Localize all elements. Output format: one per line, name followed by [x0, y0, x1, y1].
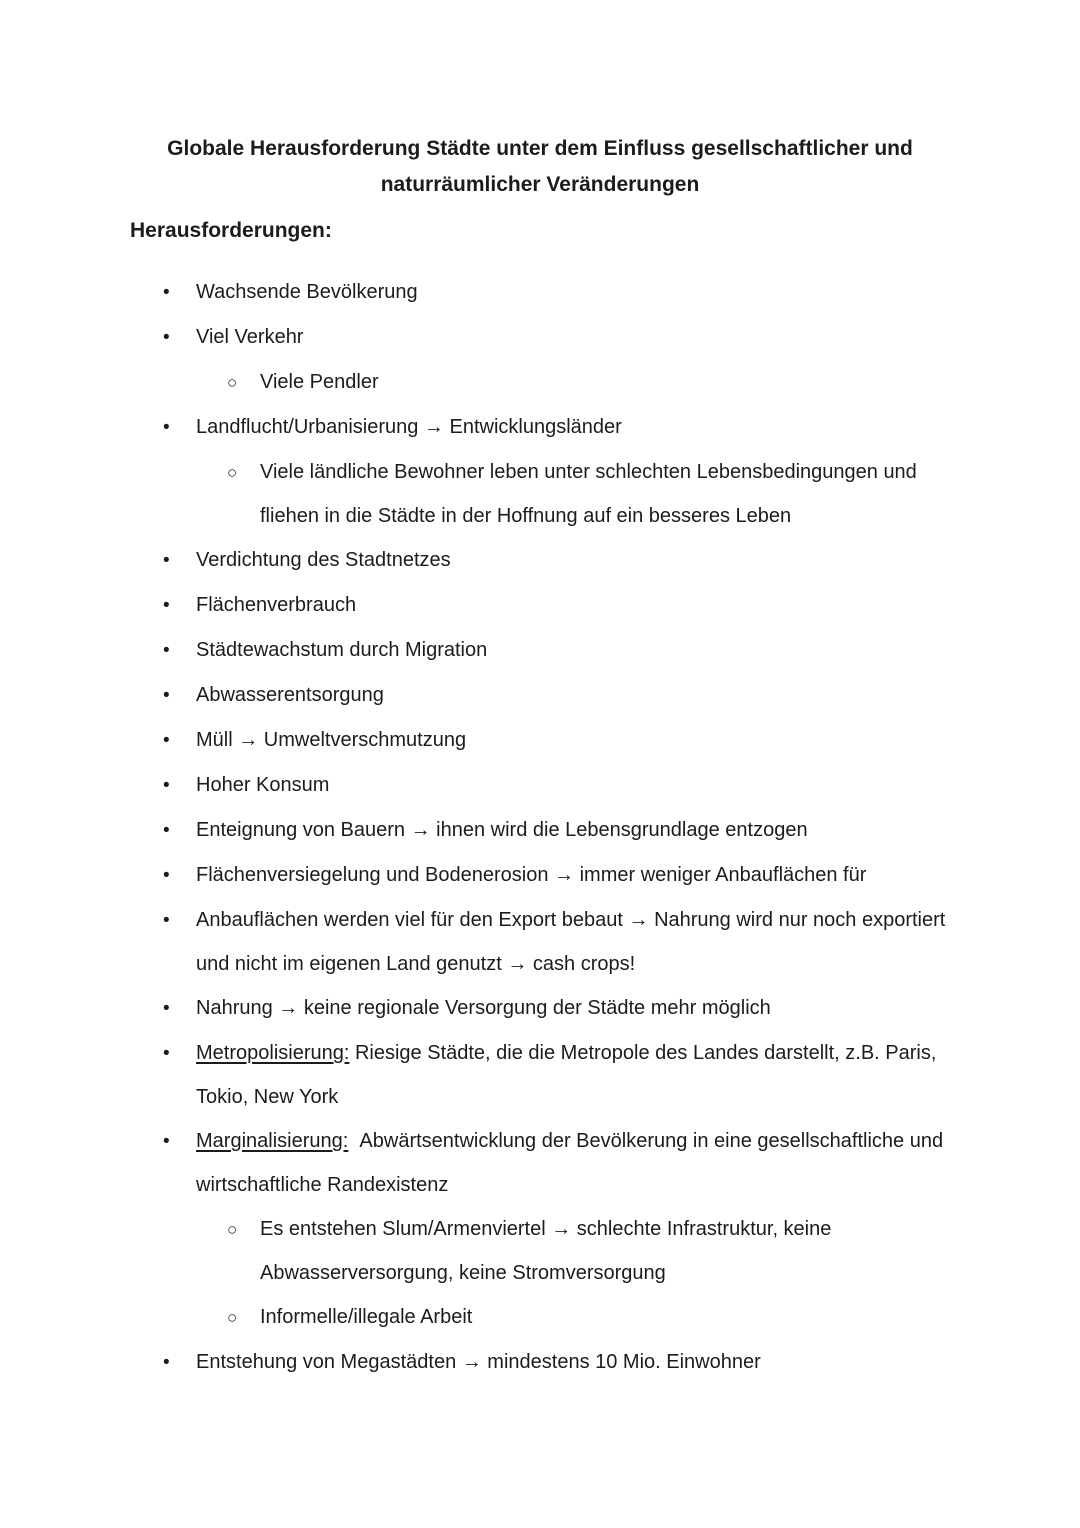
list-item-rest: Wachsende Bevölkerung [196, 281, 418, 303]
bullet-icon: • [163, 282, 170, 303]
bullet-icon: • [163, 820, 170, 841]
list-item [130, 1119, 950, 1207]
list-item-text [196, 673, 950, 717]
list-item-text [196, 853, 950, 897]
bullet-icon: • [163, 1131, 170, 1152]
document-title [130, 131, 950, 203]
list-item-text [196, 808, 950, 852]
list-item [130, 360, 950, 405]
list-item-rest: Flächenverbrauch [196, 594, 357, 616]
list-item [130, 315, 950, 360]
list-item [130, 986, 950, 1031]
list-item [130, 538, 950, 583]
bullet-icon: • [163, 595, 170, 616]
bullet-icon: • [163, 1352, 170, 1373]
list-item [130, 1340, 950, 1385]
circle-bullet-icon: ○ [227, 373, 238, 392]
list-item-rest: Entstehung von Megastädten → mindestens 10 Mio. Einwohner [196, 1351, 761, 1373]
document-title-line-2: naturräumlicher Veränderungen [380, 173, 700, 196]
list-item [130, 270, 950, 315]
list-item [130, 628, 950, 673]
list-item [130, 1031, 950, 1119]
list-item-text [196, 718, 950, 762]
list-item-rest: Viel Verkehr [196, 326, 304, 348]
bullet-icon: • [163, 998, 170, 1019]
bullet-icon: • [163, 865, 170, 886]
list-item-text [260, 360, 950, 404]
list-item-text [196, 583, 950, 627]
bullet-icon: • [163, 730, 170, 751]
list-item-rest: Viele Pendler [260, 371, 379, 393]
list-item-text [196, 405, 950, 449]
list-item-text [196, 986, 950, 1030]
list-item-rest: Informelle/illegale Arbeit [260, 1306, 473, 1328]
section-heading: Herausforderungen: [130, 219, 332, 242]
list-item-text [196, 1031, 950, 1119]
bullet-icon: • [163, 550, 170, 571]
list-item-text [260, 1207, 950, 1295]
list-item-text [196, 1340, 950, 1384]
list-item [130, 718, 950, 763]
list-item-rest: Flächenversiegelung und Bodenerosion → immer weniger Anbauflächen für [196, 864, 867, 886]
list-item [130, 583, 950, 628]
list-item-text [196, 898, 950, 986]
bullet-icon: • [163, 417, 170, 438]
list-item [130, 673, 950, 718]
list-item [130, 450, 950, 538]
circle-bullet-icon: ○ [227, 463, 238, 482]
list-item-text [196, 538, 950, 582]
list-item-rest: Hoher Konsum [196, 774, 330, 796]
list-item-rest: Abwärtsentwicklung der Bevölkerung in eine gesellschaftliche und wirtschaftliche Randexistenz [196, 1130, 944, 1196]
list-item [130, 405, 950, 450]
list-item-text [260, 1295, 950, 1339]
list-item-rest: Enteignung von Bauern → ihnen wird die Lebensgrundlage entzogen [196, 819, 808, 841]
list-item-rest: Anbauflächen werden viel für den Export bebaut → Nahrung wird nur noch exportiert und nicht im eigenen Land genutzt → cash crops! [196, 909, 946, 975]
list-item-text [196, 270, 950, 314]
list-item-rest: Städtewachstum durch Migration [196, 639, 488, 661]
list-item-text [260, 450, 950, 538]
document-title-line-1: Globale Herausforderung Städte unter dem Einfluss gesellschaftlicher und [167, 137, 913, 160]
bullet-icon: • [163, 1043, 170, 1064]
underlined-term: Metropolisierung: [196, 1042, 350, 1064]
list-item-rest: Nahrung → keine regionale Versorgung der Städte mehr möglich [196, 997, 771, 1019]
list-item [130, 1295, 950, 1340]
list-item [130, 853, 950, 898]
bullet-icon: • [163, 327, 170, 348]
list-item-text [196, 315, 950, 359]
list-item-rest: Riesige Städte, die die Metropole des Landes darstellt, z.B. Paris, Tokio, New York [196, 1042, 937, 1108]
list-item-text [196, 763, 950, 807]
underlined-term: Marginalisierung: [196, 1130, 349, 1152]
list-item [130, 763, 950, 808]
list-item-rest: Müll → Umweltverschmutzung [196, 729, 467, 751]
list-item-rest: Landflucht/Urbanisierung → Entwicklungsländer [196, 416, 622, 438]
bullet-icon: • [163, 775, 170, 796]
circle-bullet-icon: ○ [227, 1220, 238, 1239]
bullet-icon: • [163, 685, 170, 706]
bullet-list [130, 270, 950, 1385]
list-item [130, 898, 950, 986]
list-item-text [196, 628, 950, 672]
bullet-icon: • [163, 640, 170, 661]
list-item [130, 1207, 950, 1295]
list-item-rest: Abwasserentsorgung [196, 684, 384, 706]
list-item-text [196, 1119, 950, 1207]
list-item-rest: Es entstehen Slum/Armenviertel → schlechte Infrastruktur, keine Abwasserversorgung, keine Stromversorgung [260, 1218, 832, 1284]
list-item [130, 808, 950, 853]
bullet-icon: • [163, 910, 170, 931]
document-content [130, 0, 950, 1385]
list-item-rest: Viele ländliche Bewohner leben unter schlechten Lebensbedingungen und fliehen in die Städte in der Hoffnung auf ein besseres Leben [260, 461, 917, 527]
list-item-rest: Verdichtung des Stadtnetzes [196, 549, 451, 571]
circle-bullet-icon: ○ [227, 1308, 238, 1327]
